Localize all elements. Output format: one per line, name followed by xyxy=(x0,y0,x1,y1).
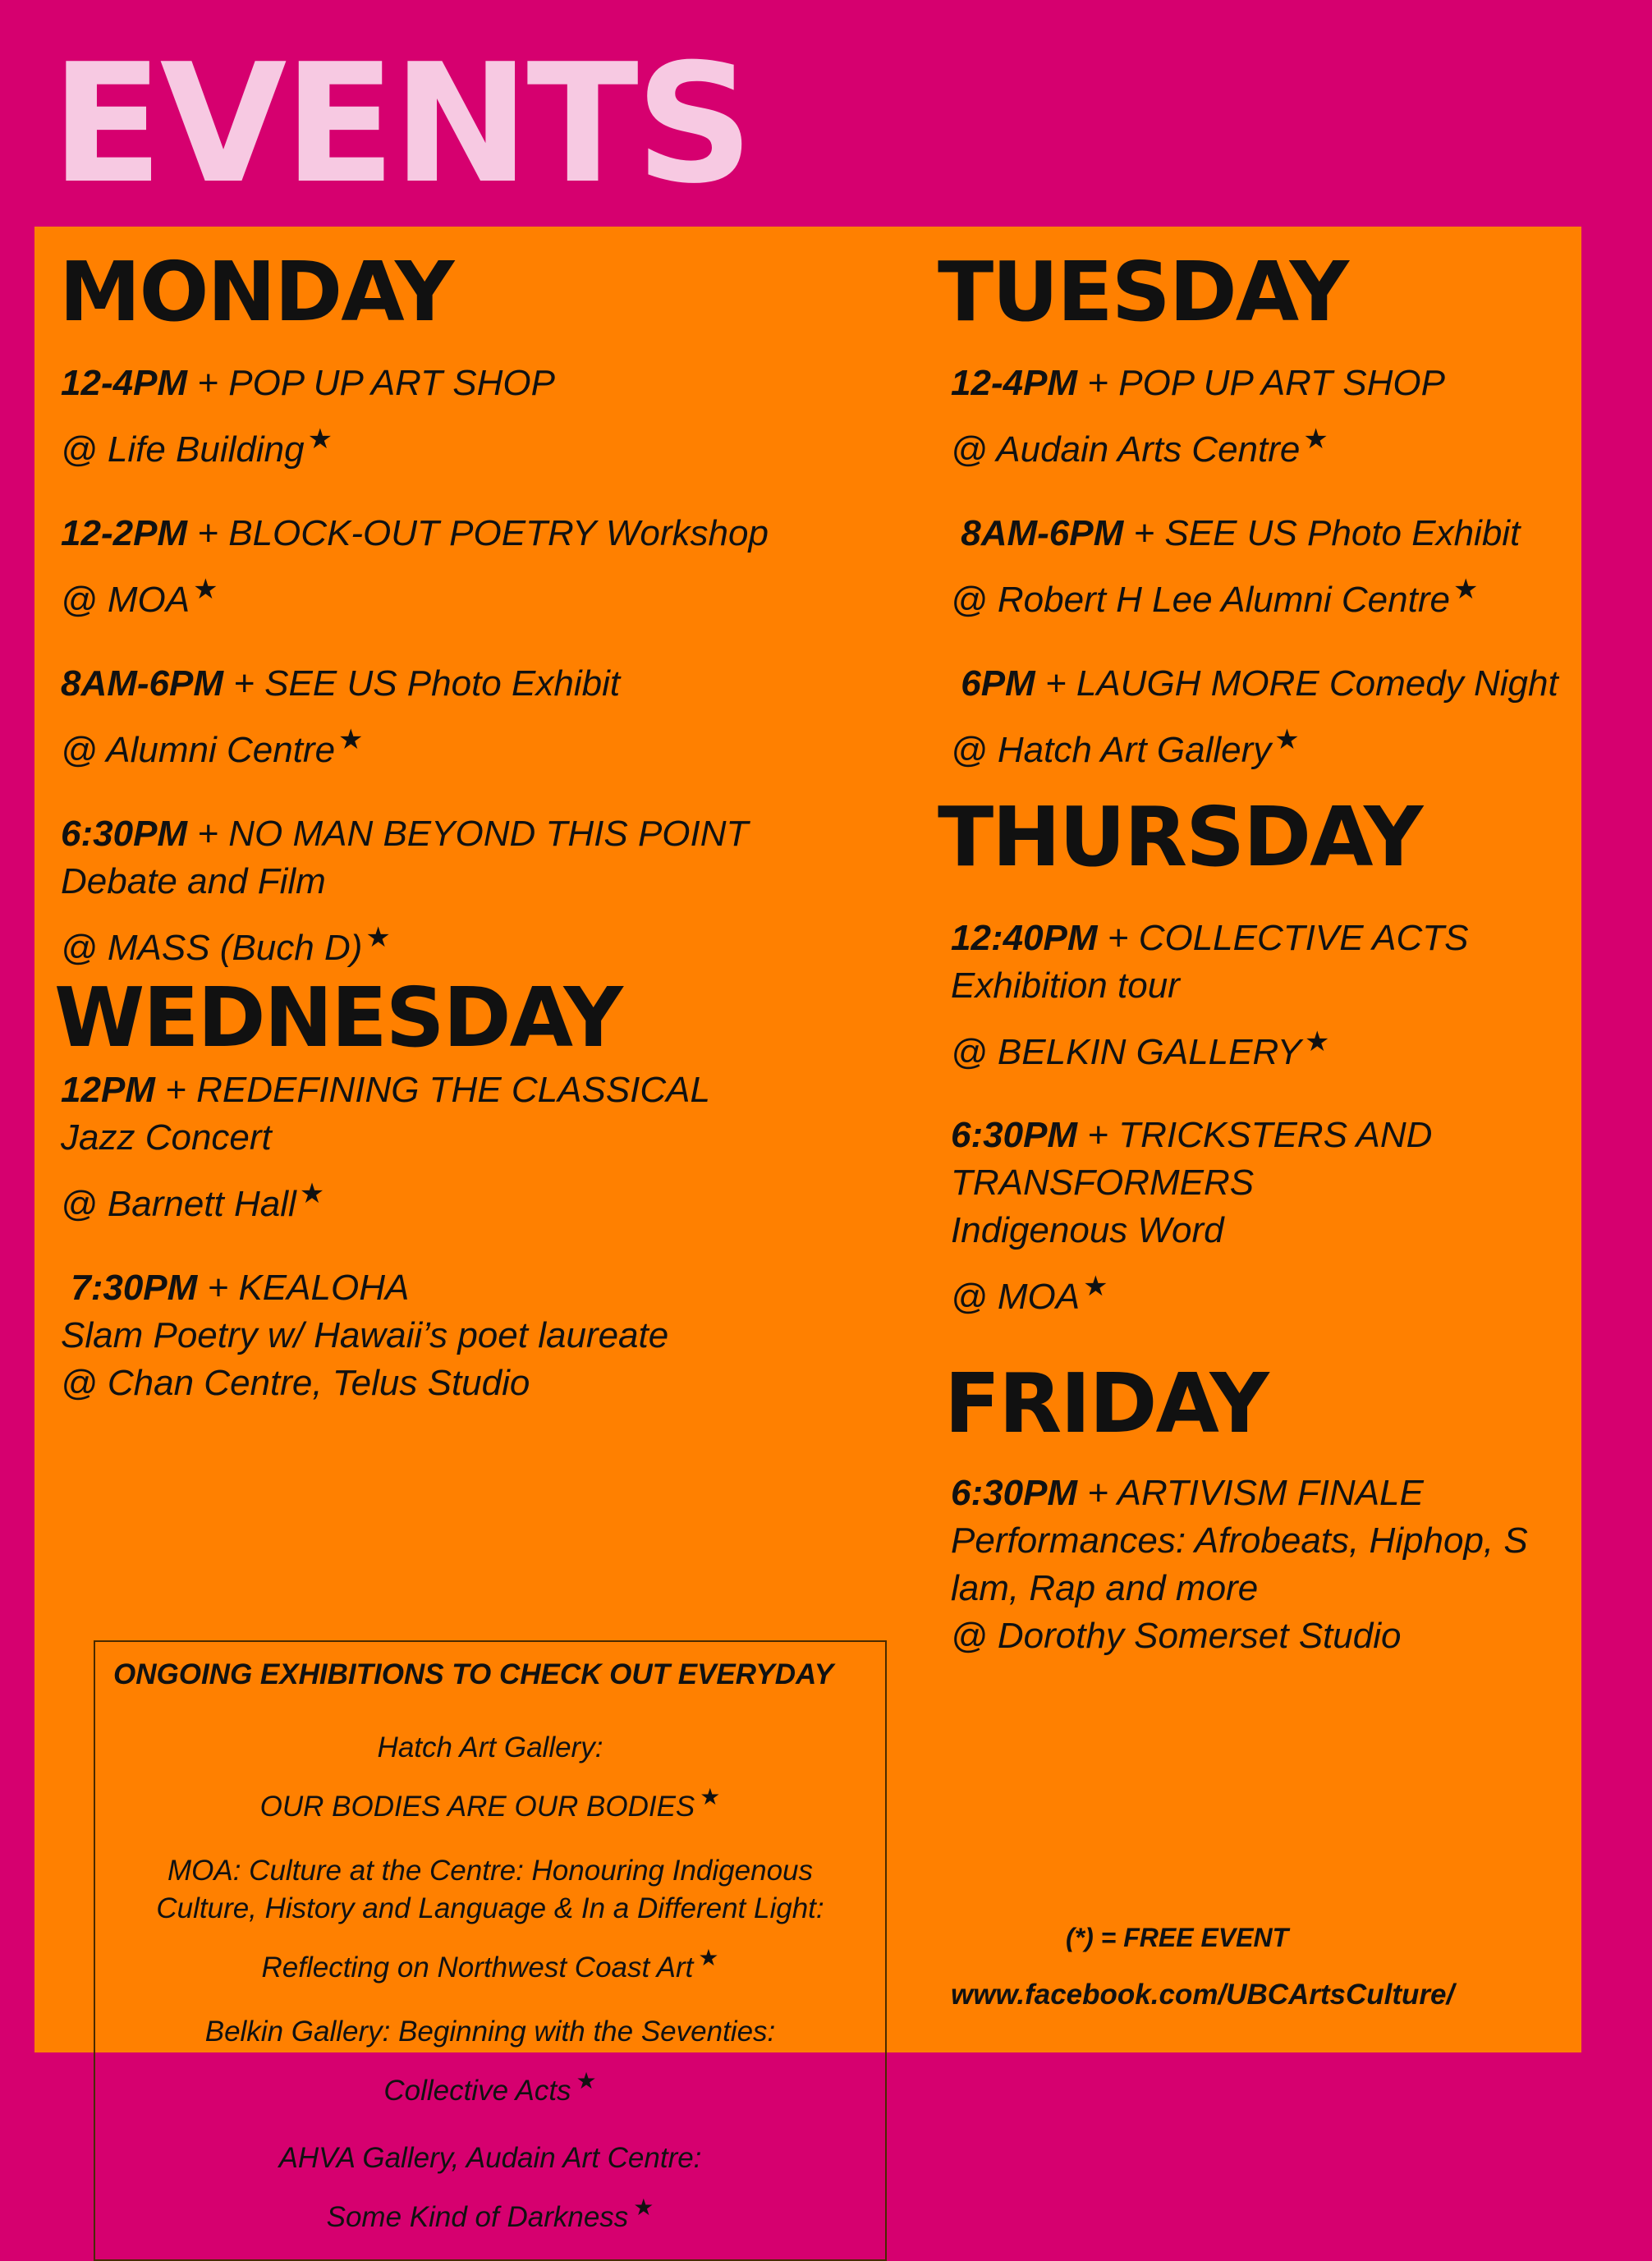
event-time: 7:30PM xyxy=(71,1268,198,1308)
event-title: + BLOCK-OUT POETRY Workshop xyxy=(187,513,769,553)
wednesday-heading: WEDNESDAY xyxy=(54,970,622,1066)
exhibition-line: AHVA Gallery, Audain Art Centre: xyxy=(278,2142,702,2174)
event-venue: @ Dorothy Somerset Studio xyxy=(951,1616,1402,1656)
event-time: 12-4PM xyxy=(61,363,188,403)
event-subtitle: Performances: Afrobeats, Hiphop, S xyxy=(951,1520,1528,1561)
star-icon: ★ xyxy=(299,1178,325,1209)
event-venue: @ Audain Arts Centre xyxy=(951,429,1301,470)
exhibition-item xyxy=(95,2013,885,2110)
event-time: 6:30PM xyxy=(951,1473,1078,1513)
exhibition-line: Belkin Gallery: Beginning with the Seventies: xyxy=(204,2016,776,2048)
event-venue: @ Barnett Hall xyxy=(61,1184,296,1224)
page-title: EVENTS xyxy=(51,29,750,220)
event-title: + SEE US Photo Exhibit xyxy=(1123,513,1521,553)
event-title: + ARTIVISM FINALE xyxy=(1077,1473,1424,1513)
star-icon: ★ xyxy=(1304,1026,1330,1057)
event-venue: @ BELKIN GALLERY xyxy=(951,1032,1301,1072)
event-venue: @ MOA xyxy=(951,1277,1081,1317)
event-time: 8AM-6PM xyxy=(961,513,1124,553)
event-title: + KEALOHA xyxy=(197,1268,410,1308)
thursday-event-1 xyxy=(951,915,1469,1076)
event-title: + COLLECTIVE ACTS xyxy=(1097,918,1469,958)
event-title: + LAUGH MORE Comedy Night xyxy=(1035,663,1558,704)
exhibition-item xyxy=(95,1852,885,1987)
event-title: + POP UP ART SHOP xyxy=(1077,363,1445,403)
event-title: + NO MAN BEYOND THIS POINT xyxy=(187,814,749,854)
event-subtitle: lam, Rap and more xyxy=(951,1568,1259,1608)
event-venue: @ MOA xyxy=(61,580,190,620)
ongoing-exhibitions-box xyxy=(94,1640,887,2261)
star-icon: ★ xyxy=(193,574,218,605)
event-venue: @ Robert H Lee Alumni Centre xyxy=(951,580,1450,620)
event-venue: @ Life Building xyxy=(61,429,305,470)
wednesday-event-1 xyxy=(61,1066,710,1228)
wednesday-event-2 xyxy=(61,1264,668,1407)
ongoing-title: ONGOING EXHIBITIONS TO CHECK OUT EVERYDAY xyxy=(113,1658,834,1690)
star-icon: ★ xyxy=(576,2068,597,2094)
event-time: 8AM-6PM xyxy=(61,663,224,704)
event-time: 6:30PM xyxy=(951,1115,1078,1155)
star-icon: ★ xyxy=(1274,724,1300,755)
event-subtitle: Indigenous Word xyxy=(951,1210,1224,1250)
monday-event-4 xyxy=(61,810,748,972)
event-time: 12-2PM xyxy=(61,513,188,553)
star-icon: ★ xyxy=(633,2194,654,2220)
star-icon: ★ xyxy=(698,1945,719,1970)
event-subtitle: TRANSFORMERS xyxy=(951,1163,1255,1203)
event-venue: @ Alumni Centre xyxy=(61,730,336,770)
tuesday-event-2 xyxy=(951,510,1520,624)
exhibition-line: OUR BODIES ARE OUR BODIES xyxy=(259,1791,695,1823)
event-time: 12:40PM xyxy=(951,918,1098,958)
monday-event-3 xyxy=(61,660,620,774)
exhibition-line: Reflecting on Northwest Coast Art xyxy=(261,1951,694,1984)
exhibition-item xyxy=(95,1729,885,1826)
event-subtitle: Debate and Film xyxy=(61,861,326,901)
star-icon: ★ xyxy=(700,1784,721,1809)
facebook-link[interactable]: www.facebook.com/UBCArtsCulture/ xyxy=(951,1979,1455,2011)
free-event-note: (*) = FREE EVENT xyxy=(1066,1923,1289,1952)
exhibition-line: Hatch Art Gallery: xyxy=(377,1731,603,1763)
event-subtitle: Jazz Concert xyxy=(61,1117,272,1158)
exhibition-line: Collective Acts xyxy=(383,2075,571,2107)
star-icon: ★ xyxy=(1303,424,1328,455)
monday-heading: MONDAY xyxy=(59,244,453,340)
event-time: 6PM xyxy=(961,663,1035,704)
star-icon: ★ xyxy=(307,424,333,455)
events-panel xyxy=(34,227,1581,2233)
exhibition-line: Some Kind of Darkness xyxy=(326,2201,629,2233)
star-icon: ★ xyxy=(338,724,364,755)
monday-event-1 xyxy=(61,360,555,474)
event-time: 12-4PM xyxy=(951,363,1078,403)
star-icon: ★ xyxy=(365,922,391,953)
event-time: 12PM xyxy=(61,1070,155,1110)
event-title: + TRICKSTERS AND xyxy=(1077,1115,1433,1155)
event-subtitle: Slam Poetry w/ Hawaii’s poet laureate xyxy=(61,1315,669,1355)
event-title: + REDEFINING THE CLASSICAL xyxy=(154,1070,711,1110)
event-subtitle: Exhibition tour xyxy=(951,965,1180,1006)
exhibition-line: Culture, History and Language & In a Different Light: xyxy=(156,1892,824,1924)
event-venue: @ Chan Centre, Telus Studio xyxy=(61,1363,530,1403)
event-time: 6:30PM xyxy=(61,814,188,854)
tuesday-event-1 xyxy=(951,360,1445,474)
friday-event-1 xyxy=(951,1470,1528,1660)
friday-heading: FRIDAY xyxy=(944,1355,1268,1452)
star-icon: ★ xyxy=(1083,1271,1108,1302)
event-venue: @ MASS (Buch D) xyxy=(61,928,363,968)
exhibition-line: MOA: Culture at the Centre: Honouring Indigenous xyxy=(167,1855,813,1887)
event-title: + SEE US Photo Exhibit xyxy=(223,663,621,704)
star-icon: ★ xyxy=(1452,574,1479,605)
tuesday-heading: TUESDAY xyxy=(938,244,1347,340)
event-venue: @ Hatch Art Gallery xyxy=(951,730,1272,770)
thursday-event-2 xyxy=(951,1112,1432,1321)
monday-event-2 xyxy=(61,510,769,624)
event-title: + POP UP ART SHOP xyxy=(187,363,555,403)
tuesday-event-3 xyxy=(951,660,1558,774)
thursday-heading: THURSDAY xyxy=(938,789,1422,885)
exhibition-item xyxy=(95,2139,885,2236)
